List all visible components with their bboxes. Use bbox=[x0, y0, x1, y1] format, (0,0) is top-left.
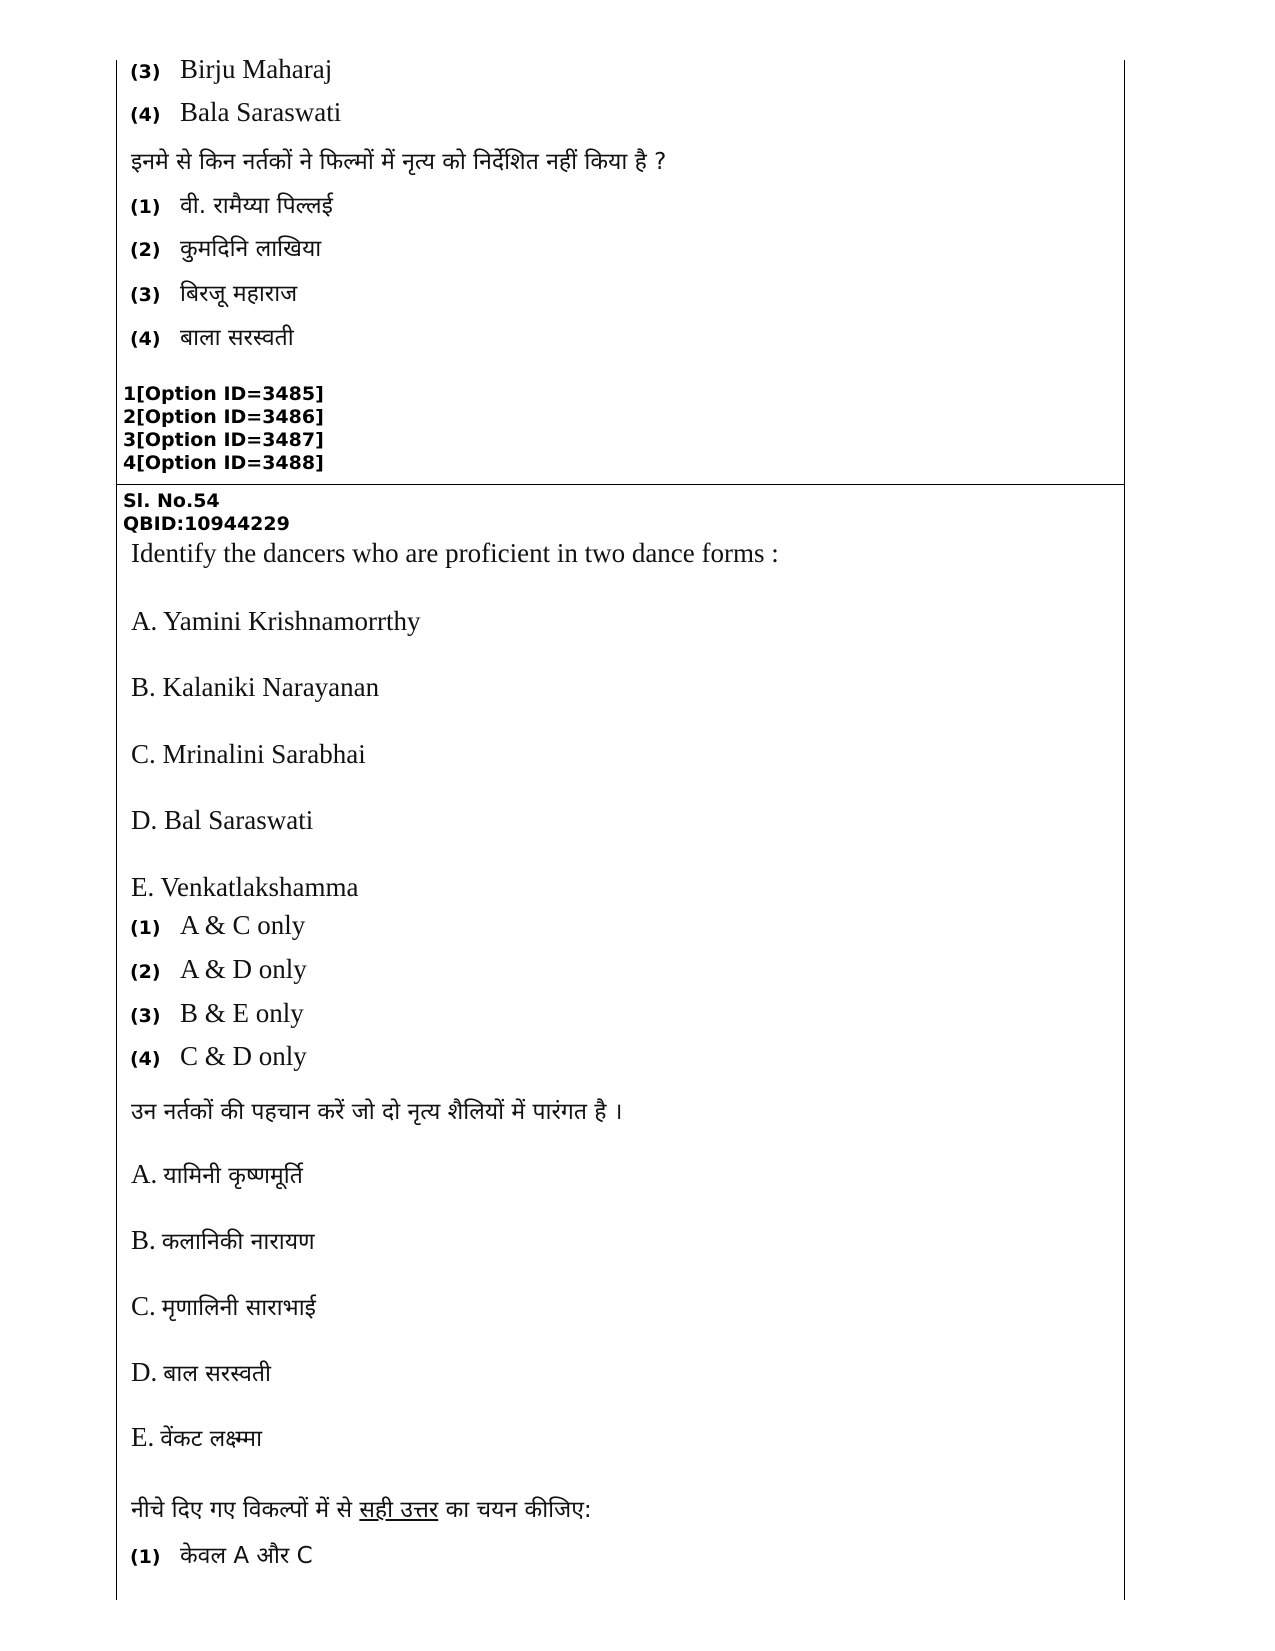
item-text: कलानिकी नारायण bbox=[161, 1229, 315, 1255]
item-letter: D. bbox=[131, 1357, 158, 1387]
option-text: C & D only bbox=[180, 1041, 307, 1071]
item-letter: A. bbox=[131, 1159, 158, 1189]
option-text: A & C only bbox=[180, 910, 306, 940]
q54-instruction-hindi bbox=[131, 1492, 592, 1524]
option-text: बिरजू महाराज bbox=[180, 281, 298, 307]
q54-item-en-c: C. Mrinalini Sarabhai bbox=[131, 739, 366, 769]
option-id-2: 2[Option ID=3486] bbox=[123, 406, 324, 428]
qbid: QBID:10944229 bbox=[123, 513, 290, 535]
q54-question-english: Identify the dancers who are proficient in two dance forms : bbox=[131, 538, 779, 568]
option-number: (3) bbox=[130, 284, 161, 306]
q53-option-ids bbox=[123, 383, 324, 475]
q54-item-hi-c bbox=[131, 1290, 316, 1322]
option-number: (1) bbox=[130, 196, 161, 218]
q53-option-en-3 bbox=[130, 54, 332, 85]
option-number: (4) bbox=[130, 104, 161, 126]
option-text: बाला सरस्वती bbox=[180, 325, 294, 351]
q54-option-en-3 bbox=[130, 998, 304, 1029]
q53-option-hi-3 bbox=[130, 276, 297, 308]
q54-item-hi-b bbox=[131, 1224, 315, 1256]
q54-question-hindi: उन नर्तकों की पहचान करें जो दो नृत्य शैलियों में पारंगत है । bbox=[131, 1099, 623, 1125]
q54-item-en-d: D. Bal Saraswati bbox=[131, 805, 314, 835]
q54-item-en-b: B. Kalaniki Narayanan bbox=[131, 672, 380, 702]
right-border bbox=[1124, 60, 1125, 1600]
q54-item-hi-e bbox=[131, 1421, 262, 1453]
option-text: केवल A और C bbox=[180, 1543, 313, 1569]
q54-item-en-e: E. Venkatlakshamma bbox=[131, 872, 359, 902]
q53-option-hi-2 bbox=[130, 231, 321, 263]
item-text: मृणालिनी साराभाई bbox=[161, 1295, 316, 1321]
q53-option-hi-1 bbox=[130, 188, 333, 220]
q54-option-hi-1 bbox=[130, 1538, 313, 1570]
q54-header bbox=[123, 490, 290, 536]
serial-number: Sl. No.54 bbox=[123, 490, 220, 512]
option-text: Birju Maharaj bbox=[180, 54, 333, 84]
option-id-1: 1[Option ID=3485] bbox=[123, 383, 324, 405]
instruction-before: नीचे दिए गए विकल्पों में से bbox=[131, 1497, 360, 1523]
q54-item-hi-d bbox=[131, 1356, 271, 1388]
q53-question-hindi: इनमे से किन नर्तकों ने फिल्मों में नृत्य को निर्देशित नहीं किया है ? bbox=[131, 149, 667, 175]
item-letter: B. bbox=[131, 1225, 156, 1255]
q54-option-en-2 bbox=[130, 954, 307, 985]
item-letter: E. bbox=[131, 1422, 155, 1452]
option-text: वी. रामैय्या पिल्लई bbox=[180, 193, 333, 219]
option-text: कुमदिनि लाखिया bbox=[180, 236, 322, 262]
option-number: (4) bbox=[130, 1048, 161, 1070]
q54-item-en-a: A. Yamini Krishnamorrthy bbox=[131, 606, 421, 636]
option-number: (3) bbox=[130, 1005, 161, 1027]
instruction-after: का चयन कीजिए: bbox=[438, 1497, 592, 1523]
option-number: (1) bbox=[130, 1546, 161, 1568]
item-text: वेंकट लक्ष्म्मा bbox=[160, 1426, 263, 1452]
option-id-3: 3[Option ID=3487] bbox=[123, 429, 324, 451]
option-text: Bala Saraswati bbox=[180, 97, 342, 127]
q53-option-hi-4 bbox=[130, 320, 294, 352]
option-number: (1) bbox=[130, 917, 161, 939]
option-number: (2) bbox=[130, 239, 161, 261]
item-text: बाल सरस्वती bbox=[163, 1361, 272, 1387]
option-number: (3) bbox=[130, 61, 161, 83]
option-id-4: 4[Option ID=3488] bbox=[123, 452, 324, 474]
option-number: (4) bbox=[130, 328, 161, 350]
option-number: (2) bbox=[130, 961, 161, 983]
q54-option-en-4 bbox=[130, 1041, 307, 1072]
option-text: B & E only bbox=[180, 998, 304, 1028]
left-border bbox=[116, 60, 117, 1600]
option-text: A & D only bbox=[180, 954, 307, 984]
q53-option-en-4 bbox=[130, 97, 341, 128]
item-letter: C. bbox=[131, 1291, 156, 1321]
q54-item-hi-a bbox=[131, 1158, 303, 1190]
q54-option-en-1 bbox=[130, 910, 305, 941]
item-text: यामिनी कृष्णमूर्ति bbox=[163, 1163, 303, 1189]
question-divider bbox=[116, 484, 1125, 485]
instruction-underlined: सही उत्तर bbox=[359, 1497, 439, 1523]
